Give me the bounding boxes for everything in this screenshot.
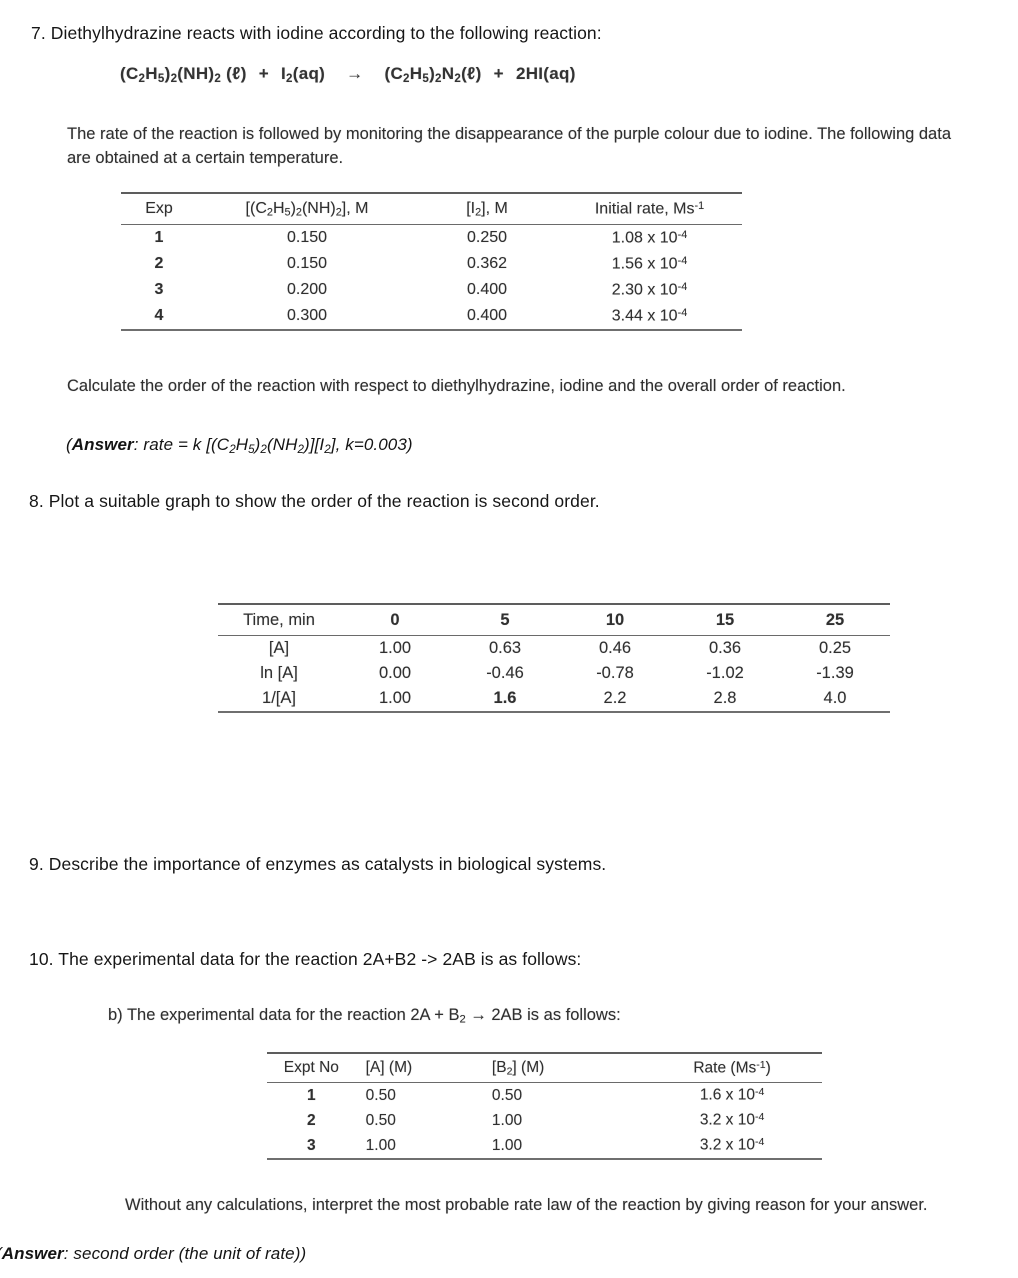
question-10-stem: 10. The experimental data for the reaction 2A+B2 -> 2AB is as follows: (29, 949, 582, 969)
equation-plus-1: + (258, 64, 269, 83)
cell-rate: 1.6 x $10^{-4}$ (699, 1086, 765, 1104)
table-exp-rate (121, 192, 742, 331)
column-header-a-conc: [A] (M) (356, 1053, 470, 1083)
column-header-iodine: $[I_2]$, M (417, 193, 557, 225)
equation-product-2: 2HI(aq) (515, 64, 576, 83)
cell-value: 0.46 (598, 639, 632, 657)
cell-diethylhydrazine: 0.200 (286, 281, 328, 298)
cell-value: 0.36 (708, 639, 742, 657)
cell-diethylhydrazine: 0.300 (197, 303, 417, 330)
table-row (218, 661, 890, 686)
column-header-b2-conc: $[B_2]$ (M) (470, 1053, 642, 1083)
table-row (267, 1083, 822, 1109)
cell-diethylhydrazine: 0.150 (286, 229, 328, 246)
row-label-concentration: [A] (268, 639, 290, 657)
answer-body: : second order (the unit of rate)) (63, 1244, 307, 1263)
answer-label: Answer (1, 1244, 64, 1263)
column-header-diethylhydrazine: $[(C_2H_5)_2(NH)_2]$, M (197, 193, 417, 225)
table-row (218, 686, 890, 712)
column-header-initial-rate: Initial rate, $Ms^{-1}$ (557, 193, 742, 225)
question-7-instruction: Calculate the order of the reaction with respect to diethylhydrazine, iodine and the overall order of reaction. (67, 377, 846, 395)
table-row (121, 225, 742, 252)
column-header-exp: Exp (121, 193, 197, 225)
cell-b2-conc: 1.00 (491, 1111, 523, 1129)
question-7-paragraph: The rate of the reaction is followed by monitoring the disappearance of the purple colour due to iodine. The following data are obtained at a certain temperature. (67, 125, 951, 167)
cell-value: -1.02 (706, 664, 744, 682)
cell-iodine: 0.400 (466, 281, 508, 298)
cell-value: -0.78 (596, 664, 634, 682)
column-header-t10: 10 (560, 604, 670, 636)
equation-product-1: $(C_2H_5)_2N_2(\ell)$ (384, 64, 482, 85)
table-row (121, 251, 742, 277)
cell-rate: 3.2 x $10^{-4}$ (642, 1133, 822, 1159)
cell-value: 2.2 (560, 686, 670, 712)
table-expt-ab (267, 1052, 822, 1160)
column-header-expt-no: Expt No (267, 1053, 356, 1083)
equation-plus-2: + (493, 64, 504, 83)
cell-expt-no: 3 (267, 1133, 356, 1159)
cell-rate: 3.2 x $10^{-4}$ (699, 1111, 765, 1129)
cell-b2-conc: 1.00 (470, 1133, 642, 1159)
cell-value: -1.39 (816, 664, 854, 682)
equation-reactant-1: $(C_2H_5)_2(NH)_2$ (ℓ) (120, 64, 247, 85)
question-10-answer (0, 1244, 306, 1264)
column-header-t25: 25 (780, 604, 890, 636)
cell-exp: 3 (154, 281, 164, 298)
cell-initial-rate: 3.44 x $10^{-4}$ (557, 303, 742, 330)
table-row (121, 303, 742, 330)
cell-expt-no: 1 (307, 1086, 316, 1104)
cell-iodine: 0.250 (466, 229, 508, 246)
table-time-conc (218, 603, 890, 713)
cell-exp: 1 (154, 229, 164, 246)
table-row (267, 1133, 822, 1159)
cell-a-conc: 0.50 (365, 1111, 396, 1129)
column-header-t0: 0 (340, 604, 450, 636)
reaction-equation-q7 (120, 64, 576, 85)
cell-initial-rate: 2.30 x $10^{-4}$ (611, 280, 688, 299)
column-header-t15: 15 (670, 604, 780, 636)
cell-a-conc: 1.00 (356, 1133, 470, 1159)
answer-label: Answer (71, 435, 134, 454)
cell-value: 0.63 (488, 639, 522, 657)
equation-arrow-icon: → (346, 64, 364, 83)
cell-exp: 2 (154, 255, 164, 272)
cell-exp: 4 (121, 303, 197, 330)
question-7-answer (66, 435, 413, 456)
cell-value: 0.00 (378, 664, 412, 682)
cell-initial-rate: 1.08 x $10^{-4}$ (611, 228, 688, 247)
question-10-closing-paragraph: Without any calculations, interpret the most probable rate law of the reaction by giving reason for your answer. (125, 1196, 928, 1214)
cell-diethylhydrazine: 0.150 (286, 255, 328, 272)
cell-a-conc: 0.50 (365, 1086, 396, 1104)
cell-value: 0.25 (818, 639, 852, 657)
row-label-ln-concentration: ln [A] (260, 664, 298, 682)
cell-iodine: 0.400 (417, 303, 557, 330)
table-row (267, 1108, 822, 1133)
cell-value: 4.0 (780, 686, 890, 712)
cell-value: 1.6 (450, 686, 560, 712)
question-10-sub-b: b) The experimental data for the reaction $2A + B_2 \to 2AB$ is as follows: (108, 1006, 621, 1026)
cell-value: -0.46 (486, 664, 524, 682)
question-9-stem: 9. Describe the importance of enzymes as catalysts in biological systems. (29, 854, 607, 874)
cell-initial-rate: 1.56 x $10^{-4}$ (611, 254, 688, 273)
equation-reactant-2: $I_2(aq)$ (280, 64, 326, 85)
column-header-rate: Rate $(Ms^{-1})$ (642, 1053, 822, 1083)
row-label-inverse-concentration: 1/[A] (218, 686, 340, 712)
cell-expt-no: 2 (307, 1111, 316, 1129)
question-8-stem: 8. Plot a suitable graph to show the order of the reaction is second order. (29, 491, 600, 511)
answer-open-paren: ( (66, 435, 72, 454)
column-header-t5: 5 (450, 604, 560, 636)
column-header-time: Time, min (218, 604, 340, 636)
cell-iodine: 0.362 (466, 255, 508, 272)
table-row (218, 636, 890, 662)
answer-body: : rate = k $[(C_2H_5)_2(NH_2)][I_2]$, k=0.003) (133, 435, 413, 456)
cell-value: 1.00 (340, 686, 450, 712)
cell-value: 1.00 (378, 639, 412, 657)
table-row (121, 277, 742, 303)
cell-value: 2.8 (670, 686, 780, 712)
cell-b2-conc: 0.50 (491, 1086, 523, 1104)
question-7-stem: 7. Diethylhydrazine reacts with iodine according to the following reaction: (31, 23, 602, 43)
